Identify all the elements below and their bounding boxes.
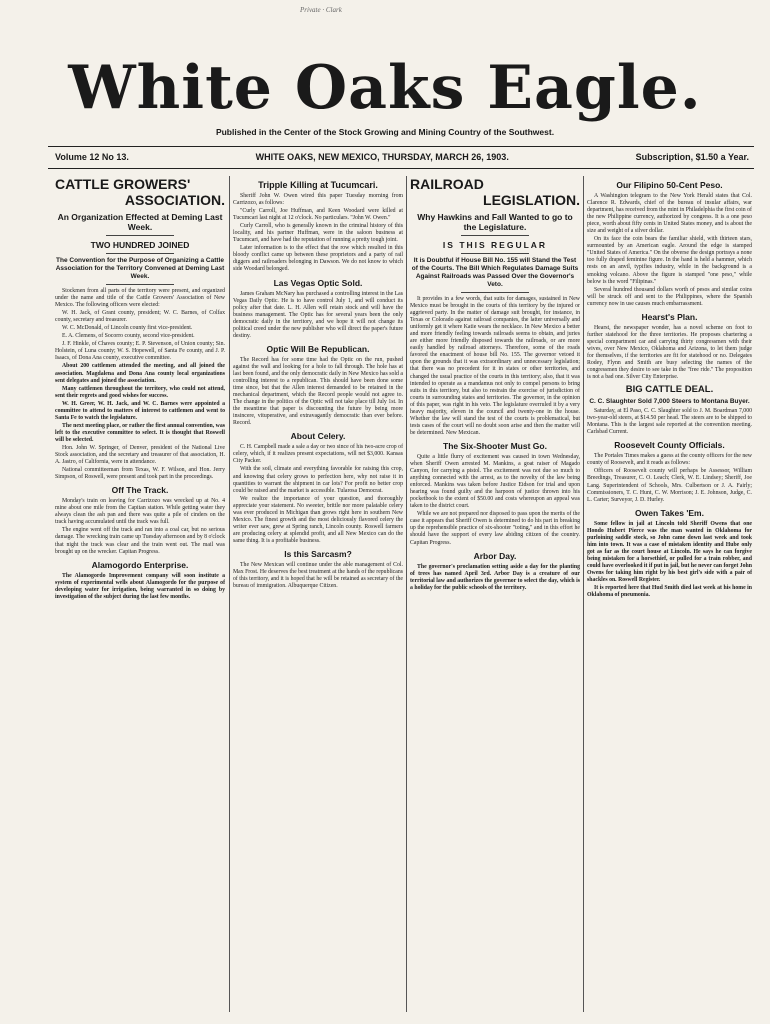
article-paragraph: The governor's proclamation setting aside a day for the planting of trees has named April 3rd. Arbor Day is a creature of our territorial law and authorizes the governor to select the day, which is a holiday for the public schools of the territory. [410, 563, 580, 591]
article-paragraph: C. H. Campbell made a sale a day or two since of his two-acre crop of celery, which, if it realizes present expectations, will net $3,000. Kansas City Packer. [233, 444, 403, 465]
headline-about-celery: About Celery. [290, 431, 346, 442]
deck-house-bill: It is Doubtful if House Bill No. 155 will Stand the Test of the Courts. The Bill Which Regulates Damage Suits Against Railroads was Passed Over the Governor's Veto. [411, 257, 579, 288]
column-rule [583, 176, 584, 1012]
headline-legislation: LEGISLATION. [483, 192, 580, 208]
article-paragraph: Stockmen from all parts of the territory were present, and organized under the name and title of the Cattle Growers' Association of New Mexico. The following officers were elected: [55, 288, 225, 309]
article-paragraph: Sheriff John W. Owen wired this paper Tuesday morning from Carrizozo, as follows: [233, 193, 403, 207]
headline-roosevelt-officials: Roosevelt County Officials. [614, 440, 725, 451]
headline-hearsts-plan: Hearst's Plan. [641, 311, 698, 322]
article-paragraph: The Portales Times makes a guess at the county officers for the new county of Roosevelt, and it reads as follows: [587, 453, 752, 467]
deck-hawkins-fall: Why Hawkins and Fall Wanted to go to the Legislature. [417, 212, 573, 232]
article-paragraph: The Record has for some time had the Optic on the run, pushed against the wall and looking for a hole to fall through. The hole has at last been found, and the only democratic daily in New Mexico has sold a controlling interest to a republican. This should have been done some time since, but that the Allen interest demanded to be retained in the mechanical department, which the Record people would not agree to. The change in the politics of the Optic will not take place till July 1st. In the meantime that paper is discounting the future by being more insincere, vituperative, and extravagantly democratic than ever before. Record. [233, 356, 403, 427]
headline-six-shooter: The Six-Shooter Must Go. [443, 440, 547, 451]
headline-optic-republican: Optic Will Be Republican. [266, 343, 370, 354]
article-paragraph: Curly Carroll, who is generally known in the criminal history of this locality, and his partner Huffman, were in the saloon business at Tucumcari, and have had the reputation of running a pretty tough joint. [233, 223, 403, 244]
article-paragraph: It is reported here that Hud Smith died last week at his home in Oklahoma of pneumonia. [587, 585, 752, 599]
masthead-rule-top [48, 146, 754, 147]
article-paragraph: "Curly Carroll, Joe Huffman, and Keen Woodard were killed at Tucumcari last night at 12 o'clock. No particulars. "John W. Owen." [233, 208, 403, 222]
article-paragraph: The next meeting place, or rather the first annual convention, was left to the executive committee to select. It is thought that Roswell will be selected. [55, 422, 225, 443]
article-paragraph: Monday's train on leaving for Carrizozo was wrecked up at No. 4 mine about one mile from the Capitan station. While getting water they always clean the ash pan and there was quite a pile of cinders on the track having accumulated until the track was full. [55, 498, 225, 526]
article-paragraph: With the soil, climate and everything favorable for raising this crop, and knowing that celery grows to perfection here, why not raise it in quantities to warrant the shipment in car lots? For profit no better crop could be raised and the market is accessible. Tularosa Democrat. [233, 466, 403, 494]
article-paragraph: The engine went off the track and ran into a coal car, but no serious damage. The wrecking train came up Tuesday afternoon and by 8 o'clock that night the track was clear and the train went out. The mail was brought up on the wrecker. Capitan Progress. [55, 527, 225, 555]
headline-cattle-growers: CATTLE GROWERS' [55, 176, 191, 192]
article-paragraph: While we are not prepared nor disposed to pass upon the merits of the case it appears that Sheriff Owen is determined to do his part in breaking up the reprehensible practice of six-shooter "toting," and in this effort he should have the support of every law abiding citizen of the country. Capitan Progress. [410, 511, 580, 546]
article-paragraph: W. H. Greer, W. H. Jack, and W. C. Barnes were appointed a committee to attend to matters of interest to cattlemen and went to Santa Fe to watch the legislature. [55, 400, 225, 421]
article-paragraph: About 200 cattlemen attended the meeting, and all joined the association. Magdalena and Dona Ana county local organizations sent delegates and joined the association. [55, 363, 225, 384]
article-paragraph: The Alamogordo Improvement company will soon institute a system of experimental wells about Alamogordo for the purpose of developing water for irrigation, being warranted in so doing by investigation of the subject during the last few months. [55, 572, 225, 600]
article-paragraph: Officers of Roosevelt county will perhaps be Assessor, William Breedings, Treasurer, C. O. Leach; Clerk, W. E. Lindsey; Sheriff, Joe Lang. Superintendent of Schools, Mrs. Culbertson or J. A. Fairly; Commissioners, T. C. Hunt, C. W. Morrison; J. E. Johnson, Judge, C. L. Carter; Surveyor, J. D. Hurley. [587, 468, 752, 503]
headline-off-the-track: Off The Track. [111, 485, 169, 496]
article-paragraph: Quite a little flurry of excitement was caused in town Wednesday, when Sheriff Owen arrested M. Mankins, a goat raiser of Magado Canyon, for carrying a pistol. The excitement was not due so much to anything connected with the arrest, as to the novelty of the law being enforced. Mankins was taken before Justice Eidson for trial and upon hearing was found guilty and the harpoon of justice thrown into his pocketbook to the extent of $50.00 and costs whereupon an appeal was taken to the district court. [410, 453, 580, 510]
article-paragraph: Hon. John W. Springer, of Denver, president of the National Live Stock association, and the secretary and treasurer of that association, H. A. Jastro, of California, were in attendance. [55, 444, 225, 466]
article-paragraph: A Washington telegram to the New York Herald states that Col. Clarence R. Edwards, chief of the bureau of insular affairs, war department, has received from the mint in Philadelphia the first coin of the new Philippine currency, authorized by congress. It is a one peso piece, worth about fifty cents in United States money, and is about the size and weight of a silver dollar. [587, 193, 752, 235]
subscription-price: Subscription, $1.50 a Year. [635, 152, 749, 162]
article-paragraph: W. H. Jack, of Grant county, president; W. C. Barnes, of Colfax county, secretary and treasurer. [55, 310, 225, 324]
deck-two-hundred: TWO HUNDRED JOINED [90, 240, 190, 250]
headline-sarcasm: Is this Sarcasm? [284, 548, 352, 559]
place-and-date: WHITE OAKS, NEW MEXICO, THURSDAY, MARCH 26, 1903. [255, 152, 509, 162]
headline-arbor-day: Arbor Day. [473, 550, 517, 561]
deck-organization: An Organization Effected at Deming Last Week. [57, 212, 223, 232]
deck-slaughter-sold: C. C. Slaughter Sold 7,000 Steers to Montana Buyer. [589, 398, 750, 406]
article-paragraph: Several hundred thousand dollars worth of pesos and similar coins will be struck off and sent to the Philippines, where the Spanish currency now in use causes much embarrassment. [587, 286, 752, 307]
deck-convention: The Convention for the Purpose of Organizing a Cattle Association for the Territory Convened at Deming Last Week. [55, 257, 225, 280]
divider [106, 284, 174, 285]
article-paragraph: Some fellow in jail at Lincoln told Sheriff Owens that one Hondo Hubert Pierce was the man wanted in Oklahoma for purloining saddle stock, so John came down last week and took him into town. It was a case of mistaken identity and Hube only got as far as the court house at Lincoln. He says he can forgive being mistaken for a horsethief, or pulled for a train robber, and could have overlooked it if put in jail, but he never can forget John Owens for taking him right by his best girl's side with a pair of shackles on. Roswell Register. [587, 520, 752, 584]
column-tucumcari [233, 176, 403, 1011]
column-railroad [410, 176, 580, 1011]
divider [461, 235, 529, 236]
column-rule [229, 176, 230, 1012]
divider [461, 253, 529, 254]
article-paragraph: E. A. Clemens, of Socorro county, second vice-president. [62, 333, 195, 340]
column-filipino-peso [587, 176, 752, 1011]
article-paragraph: W. C. McDonald, of Lincoln county first vice-president. [62, 325, 193, 332]
article-paragraph: It provides in a few words, that suits for damages, sustained in New Mexico must be brought in the courts of this territory by the injured or aggrieved party. In the matter of damage suit brought, for instance, in Texas or Colorado against railroad companies, the latter universally and uniformly get it where Katie wears the necklace. In New Mexico a better and more friendly feeling towards railroads seems to obtain, and juries are either more friendly disposed towards the railroads, or are more easily handled by railroad attorneys. Therefore, some of the roads favored the enactment of house bill No. 155. The governor vetoed it upon the grounds that it was extraordinary and unnecessary legislation; that there was no precedent for it in states or other territories, and changed the usual practice of the courts in this territory; also, that it was intended to operate as a mandamus not only to compel persons to bring suits in this territory, but also to restrain the exercise of jurisdiction of courts in surrounding states and territories. The governor, in the opinion of this paper, was right in his veto. The legislature overruled it by a very heavy majority, eleven in the council and twenty-one in the house. Whether the law will stand the test of the courts is problematical, but tests cases of the court will no doubt soon arise and then the matter will be determined. New Mexican. [410, 296, 580, 436]
article-paragraph: Later information is to the effect that the row which resulted in this bloody conflict came up between these proprietors and a party of rail diggers and railroaders belonging in Dawson. We do not know to which side Woodard belonged. [233, 245, 403, 273]
headline-big-cattle-deal: BIG CATTLE DEAL. [625, 384, 714, 396]
article-paragraph: National committeeman from Texas, W. F. Wilson, and Hon. Jerry Simpson, of Roswell, were present and took part in the proceedings. [55, 467, 225, 481]
article-paragraph: Many cattlemen throughout the territory, who could not attend, sent their regrets and good wishes for success. [55, 385, 225, 399]
headline-tripple-killing: Tripple Killing at Tucumcari. [258, 180, 378, 190]
headline-railroad: RAILROAD [410, 176, 484, 192]
article-paragraph: Hearst, the newspaper wonder, has a novel scheme on foot to further statehood for the three territories. He proposes chartering a special compartment car and carrying thirty congressmen with their wives, over New Mexico, Oklahoma and Arizona, to let them judge for themselves, if the territories are fit for statehood or no. Delegates Rodey, Flynn and Smith are busy selecting the names of the congressmen they desire to see take in the "free ride." The proposition is not a bad one. Silver City Enterprise. [587, 324, 752, 381]
article-paragraph: The New Mexican will continue under the able management of Col. Max Frost. He deserves the best treatment at the hands of the republicans of this territory, and it is hoped that he will be retained as secretary of the bureau of immigration. Albuquerque Citizen. [233, 561, 403, 590]
dateline [55, 152, 749, 162]
column-cattle-growers [55, 176, 225, 1011]
headline-filipino-peso: Our Filipino 50-Cent Peso. [616, 180, 723, 190]
article-paragraph: Saturday, at El Paso, C. C. Slaughter sold to J. M. Boardman 7,000 two-year-old steers, at $14.50 per head. The steers are to be shipped to Montana. This is the largest sale reported at the convention meeting. Carlsbad Current. [587, 408, 752, 436]
masthead-rule-bottom [48, 168, 754, 169]
headline-alamogordo-enterprise: Alamogordo Enterprise. [91, 559, 189, 570]
article-paragraph: We realize the importance of your question, and thoroughly appreciate your statement. No sweeter, brittle nor more palatable celery was ever produced in Michigan than grows right here in southern New Mexico. The finest growth and the most deliciously flavored celery the writer ever saw, grew at Spring ranch, Lincoln county. Roswell farmers are producing celery at splendid profit, and all New Mexico can do the same thing. It is a profitable business. [233, 495, 403, 544]
article-paragraph: On its face the coin bears the familiar shield, with thirteen stars, surmounted by an American eagle. Around the edge is stamped "United States of America." On the obverse the design portrays a none too fully draped feminine figure. In the hand is held a hammer, which rests on an anvil, typifies industry, while in the background is a smoking volcano. Above the figure is stamped "one peso," while below is the word "Filipinas." [587, 236, 752, 285]
volume-number: Volume 12 No 13. [55, 152, 129, 162]
deck-is-this-regular: IS THIS REGULAR [442, 240, 548, 250]
masthead-subhead: Published in the Center of the Stock Growing and Mining Country of the Southwest. [215, 127, 555, 137]
article-paragraph: James Graham McNary has purchased a controlling interest in the Las Vegas Daily Optic. He is to have control July 1, and will conduct its policy after that date. L. H. Allen will retain stock and will have the business management. The Optic has for several years been the only democratic daily in the territory, and we hope it will not change its political creed under the new publisher who will direct the paper's future destiny. [233, 290, 403, 339]
divider [106, 235, 174, 236]
article-paragraph: J. F. Hinkle, of Chaves county; E. P. Stevenson, of Union county; Sin. Holstein, of Luna county; W. S. Hopewell, of Santa Fe county, and J. P. Isaacs, of Dona Ana county, executive committee. [55, 341, 225, 362]
headline-las-vegas-optic: Las Vegas Optic Sold. [273, 277, 363, 288]
divider [106, 253, 174, 254]
headline-owen-takes-em: Owen Takes 'Em. [635, 507, 704, 518]
column-rule [406, 176, 407, 1012]
margin-pencil-note: Private · Clark [300, 6, 342, 14]
masthead-title: White Oaks Eagle. [68, 53, 702, 123]
headline-association: ASSOCIATION. [124, 192, 225, 208]
divider [461, 292, 529, 293]
